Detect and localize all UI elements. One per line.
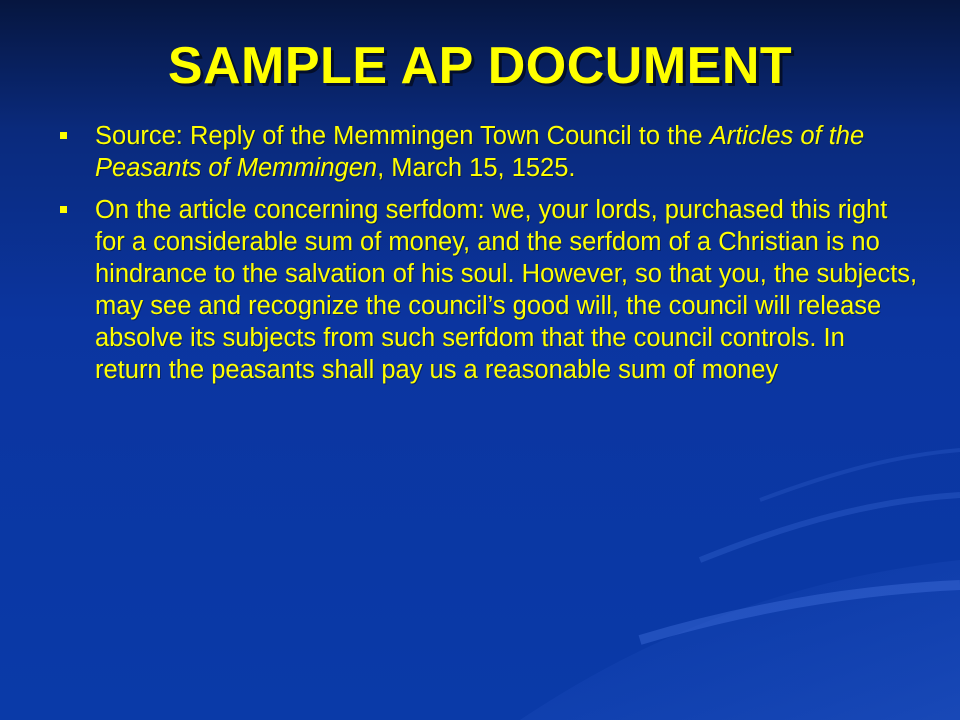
square-bullet-icon [60, 132, 67, 139]
source-text-prefix: Source: Reply of the Memmingen Town Council to the [95, 122, 710, 150]
bullet-quote [58, 194, 918, 386]
quote-text: On the article concerning serfdom: we, your lords, purchased this right for a considerable sum of money, and the serfdom of a Christian is no hindrance to the salvation of his soul. However, so that you, the subjects, may see and recognize the council’s good will, the council will release absolve its subjects from such serfdom that the council controls. In return the peasants shall pay us a reasonable sum of money [95, 196, 918, 384]
bullet-source [58, 120, 918, 184]
source-title-italic: Articles of the Peasants of Memmingen [95, 122, 865, 182]
bullet-list [58, 120, 918, 396]
source-text-suffix: , March 15, 1525. [377, 154, 576, 182]
slide-title: SAMPLE AP DOCUMENT [167, 37, 793, 95]
square-bullet-icon [60, 206, 67, 213]
